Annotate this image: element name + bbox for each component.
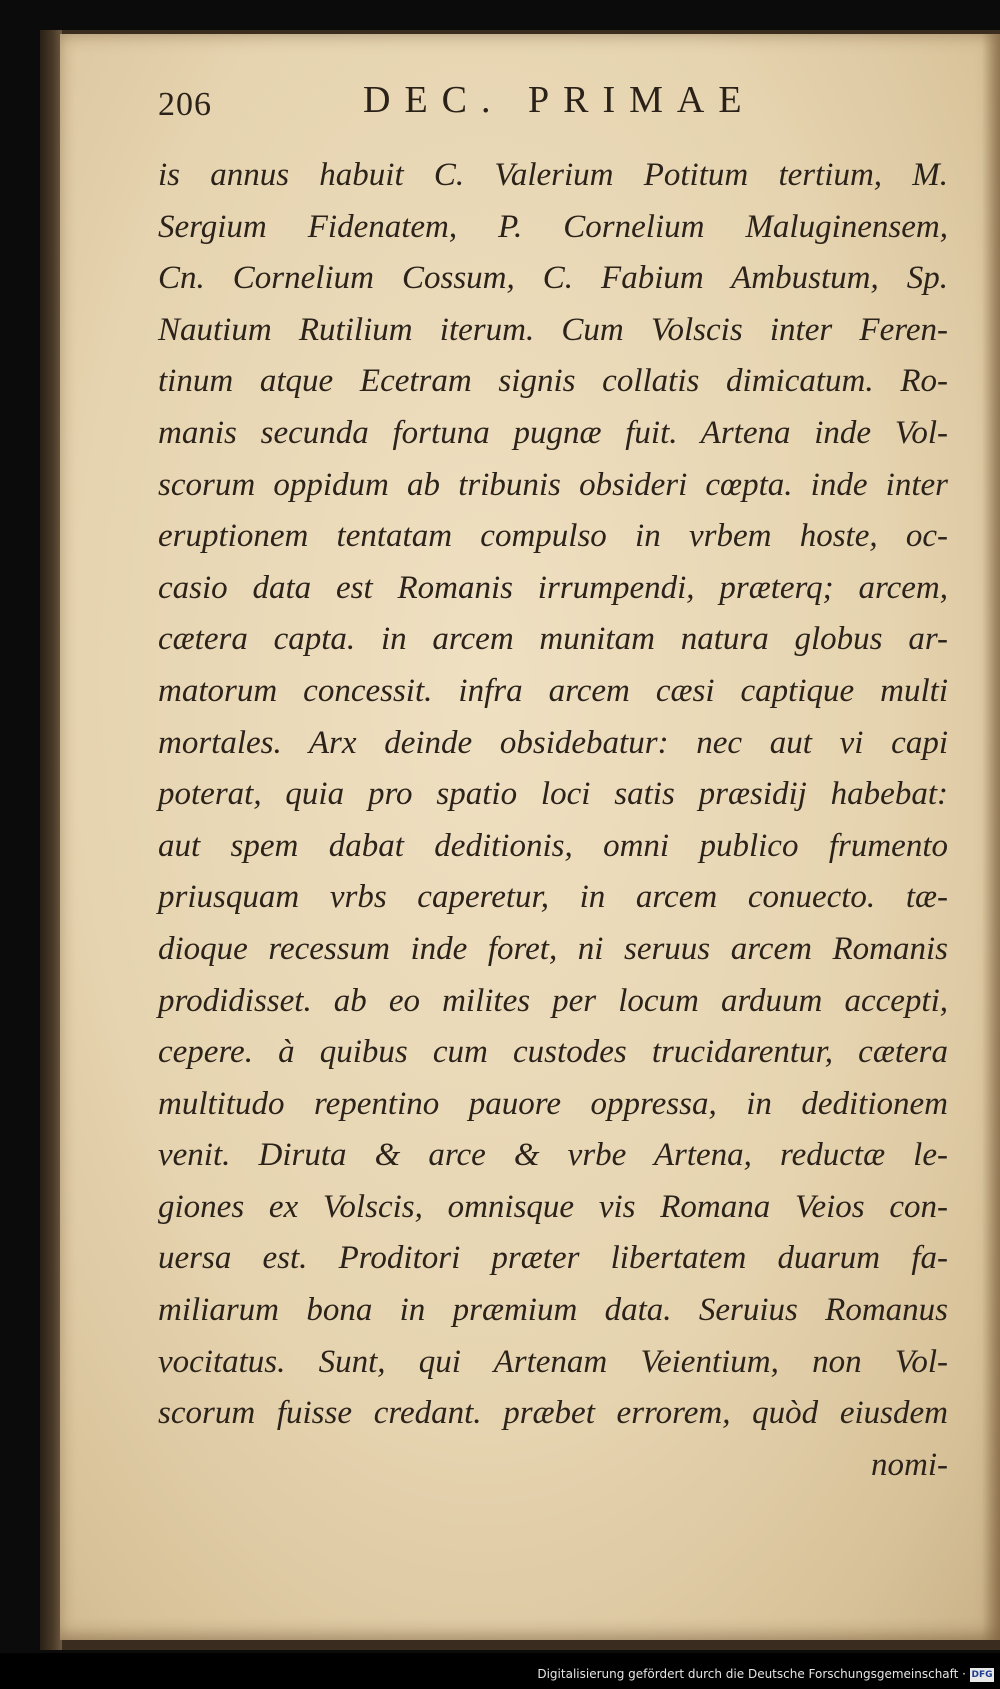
footer-credit: Digitalisierung gefördert durch die Deutsche Forschungsgemeinschaft · — [537, 1667, 966, 1681]
text-line: aut spem dabat deditionis, omni publico frumento — [158, 827, 948, 864]
text-line: casio data est Romanis irrumpendi, præterq; arcem, — [158, 569, 948, 606]
page-number: 206 — [158, 86, 212, 123]
text-line: miliarum bona in præmium data. Seruius Romanus — [158, 1292, 948, 1329]
text-line: matorum concessit. infra arcem cæsi captique multi — [158, 672, 948, 709]
text-line: venit. Diruta & arce & vrbe Artena, reductæ le- — [158, 1137, 948, 1174]
text-line: priusquam vrbs caperetur, in arcem conuecto. tæ- — [158, 879, 948, 916]
text-line: cepere. à quibus cum custodes trucidarentur, cætera — [158, 1034, 948, 1071]
text-line: scorum fuisse credant. præbet errorem, quòd eiusdem — [158, 1395, 948, 1432]
text-line: vocitatus. Sunt, qui Artenam Veientium, non Vol- — [158, 1343, 948, 1380]
page-header — [158, 78, 758, 138]
text-line: cætera capta. in arcem munitam natura globus ar- — [158, 621, 948, 658]
text-line: prodidisset. ab eo milites per locum arduum accepti, — [158, 982, 948, 1019]
dfg-logo: DFG — [971, 1670, 993, 1680]
text-line: Sergium Fidenatem, P. Cornelium Maluginensem, — [158, 208, 948, 245]
text-line: manis secunda fortuna pugnæ fuit. Artena inde Vol- — [158, 414, 948, 451]
text-line: eruptionem tentatam compulso in vrbem hoste, oc- — [158, 518, 948, 555]
text-line: tinum atque Ecetram signis collatis dimicatum. Ro- — [158, 363, 948, 400]
text-line: Nautium Rutilium iterum. Cum Volscis inter Feren- — [158, 311, 948, 348]
text-line: Cn. Cornelium Cossum, C. Fabium Ambustum, Sp. — [158, 260, 948, 297]
body-text — [158, 150, 948, 1491]
book-spine-edge — [40, 30, 62, 1650]
running-head: DEC. PRIMAE — [363, 79, 756, 121]
text-line: is annus habuit C. Valerium Potitum tertium, M. — [158, 157, 948, 193]
text-line: giones ex Volscis, omnisque vis Romana Veios con- — [158, 1188, 948, 1225]
text-line: poterat, quia pro spatio loci satis præsidij habebat: — [158, 776, 948, 813]
text-line: mortales. Arx deinde obsidebatur: nec aut vi capi — [158, 724, 948, 761]
catchword: nomi- — [871, 1446, 948, 1483]
page-edge-shadow — [982, 34, 1000, 1640]
text-line: dioque recessum inde foret, ni seruus arcem Romanis — [158, 930, 948, 967]
digitization-footer — [0, 1653, 1000, 1689]
text-line: multitudo repentino pauore oppressa, in deditionem — [158, 1085, 948, 1122]
text-line: uersa est. Proditori præter libertatem duarum fa- — [158, 1240, 948, 1277]
text-line: scorum oppidum ab tribunis obsideri cœpta. inde inter — [158, 466, 948, 503]
